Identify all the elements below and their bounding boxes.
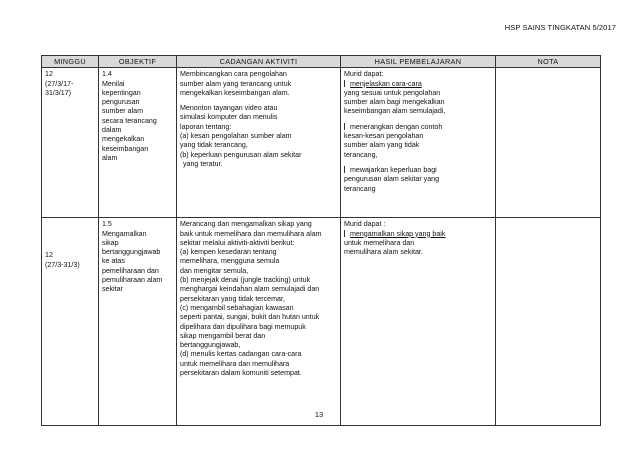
header-hasil-pembelajaran: HASIL PEMBELAJARAN	[341, 56, 496, 68]
bullet-marker	[344, 230, 348, 237]
table-row	[42, 68, 601, 218]
header-minggu: MINGGU	[42, 56, 99, 68]
header-objektif: OBJEKTIF	[99, 56, 177, 68]
cell-minggu: 12 (27/3-31/3)	[42, 218, 99, 426]
document-header: HSP SAINS TINGKATAN 5/2017	[504, 23, 616, 32]
cell-nota	[496, 68, 601, 218]
header-nota: NOTA	[496, 56, 601, 68]
lesson-plan-table-container	[41, 55, 600, 426]
page-number: 13	[314, 410, 324, 419]
cell-objektif: 1.4 Menilai kepentingan pengurusan sumber alam secara terancang dalam mengekalkan keseimbangan alam	[99, 68, 177, 218]
cell-minggu: 12 (27/3/17- 31/3/17)	[42, 68, 99, 218]
cell-nota	[496, 218, 601, 426]
lesson-plan-table	[41, 55, 601, 426]
table-header-row	[42, 56, 601, 68]
bullet-marker	[344, 123, 348, 130]
cell-hasil-pembelajaran: Murid dapat: menjelaskan cara-cara yang sesuai untuk pengolahan sumber alam bagi mengekalkan keseimbangan alam semulajadi, menerangkan dengan contoh kesan-kesan pengolahan sumber alam yang tidak terancang, mewajarkan keperluan bagi pengurusan alam sekitar yang terancang	[341, 68, 496, 218]
cell-hasil-pembelajaran: Murid dapat : mengamalkan sikap yang baik untuk memelihara dan memulihara alam sekitar.	[341, 218, 496, 426]
bullet-marker	[344, 80, 348, 87]
header-cadangan-aktiviti: CADANGAN AKTIVITI	[177, 56, 341, 68]
table-row	[42, 218, 601, 426]
cell-cadangan-aktiviti: Membincangkan cara pengolahan sumber alam yang terancang untuk mengekalkan keseimbangan alam. Menonton tayangan video atau simulasi komputer dan menulis laporan tentang: (a) kesan pengolahan sumber alam yang tidak terancang, (b) keperluan pengurusan alam sekitar yang teratur.	[177, 68, 341, 218]
cell-cadangan-aktiviti: Merancang dan mengamalkan sikap yang baik untuk memelihara dan memulihara alam sekitar melalui aktiviti-aktiviti berikut: (a) kempen kesedaran tentang memelihara, mengguna semula dan mengitar semula, (b) menjejak denai (jungle tracking) untuk menghargai keindahan alam semulajadi dan persekitaran yang tidak tercemar, (c) mengambil sebahagian kawasan seperti pantai, sungai, bukit dan hutan untuk dipelihara dan dipulihara bagi memupuk sikap mengambil berat dan bertanggungjawab, (d) menulis kertas cadangan cara-cara untuk memelihara dan memulihara persekitaran dalam komuniti setempat.	[177, 218, 341, 426]
bullet-marker	[344, 166, 348, 173]
cell-objektif: 1.5 Mengamalkan sikap bertanggungjawab ke atas pemeliharaan dan pemuliharaan alam sekitar	[99, 218, 177, 426]
